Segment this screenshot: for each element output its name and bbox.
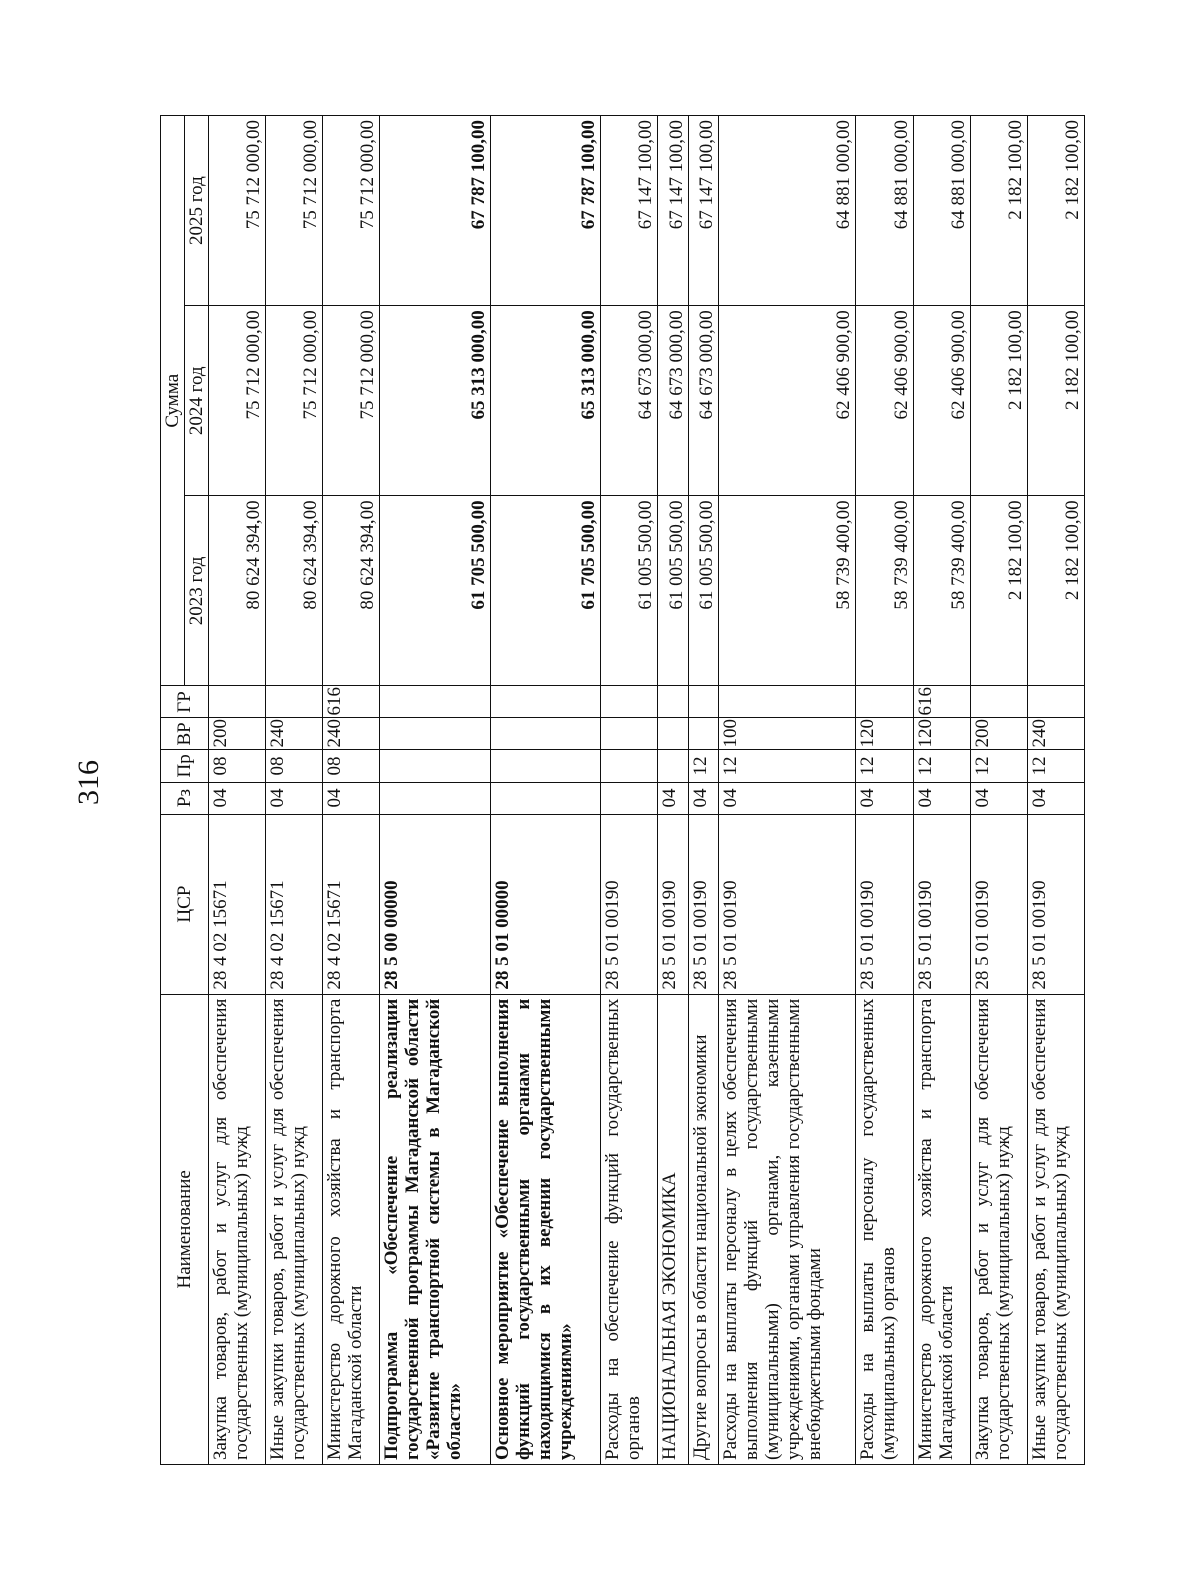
- table-row: [970, 116, 1027, 1465]
- row-gr: [970, 686, 1027, 718]
- row-vr: 240: [323, 718, 380, 750]
- row-name: Расходы на обеспечение функций государственных органов: [601, 994, 658, 1464]
- row-name: Подпрограмма «Обеспечение реализации государственной программы Магаданской области «Развитие транспортной системы в Магаданской области»: [380, 994, 490, 1464]
- row-rz: [490, 782, 600, 814]
- row-sum-2023: 61 005 500,00: [601, 496, 658, 686]
- table-row: [490, 116, 600, 1465]
- header-sum: Сумма: [161, 116, 185, 686]
- row-pr: 08: [266, 750, 323, 782]
- row-vr: 200: [970, 718, 1027, 750]
- row-name: Расходы на выплаты персоналу в целях обеспечения выполнения функций государственными (муниципальными) органами, казенными учреждениями, органами управления государственными внебюджетными фондами: [719, 994, 856, 1464]
- row-name: Министерство дорожного хозяйства и транспорта Магаданской области: [323, 994, 380, 1464]
- row-vr: [490, 718, 600, 750]
- row-sum-2024: 64 673 000,00: [658, 306, 688, 496]
- row-name: Министерство дорожного хозяйства и транспорта Магаданской области: [913, 994, 970, 1464]
- row-sum-2025: 2 182 100,00: [1027, 116, 1084, 306]
- header-rz: Рз: [161, 782, 209, 814]
- row-csr: 28 5 01 00190: [856, 814, 913, 994]
- row-sum-2023: 2 182 100,00: [970, 496, 1027, 686]
- table-row: [913, 116, 970, 1465]
- row-sum-2023: 61 705 500,00: [380, 496, 490, 686]
- header-2025: 2025 год: [185, 116, 209, 306]
- row-gr: [601, 686, 658, 718]
- row-pr: [380, 750, 490, 782]
- header-name: Наименование: [161, 994, 209, 1464]
- table-row: [719, 116, 856, 1465]
- row-csr: 28 5 00 00000: [380, 814, 490, 994]
- row-sum-2024: 75 712 000,00: [266, 306, 323, 496]
- row-rz: 04: [323, 782, 380, 814]
- row-pr: 12: [688, 750, 718, 782]
- row-rz: 04: [658, 782, 688, 814]
- row-pr: 12: [1027, 750, 1084, 782]
- row-sum-2024: 2 182 100,00: [1027, 306, 1084, 496]
- table-row: [1027, 116, 1084, 1465]
- row-sum-2024: 62 406 900,00: [719, 306, 856, 496]
- row-sum-2023: 2 182 100,00: [1027, 496, 1084, 686]
- row-gr: [1027, 686, 1084, 718]
- row-sum-2025: 64 881 000,00: [913, 116, 970, 306]
- row-name: Закупка товаров, работ и услуг для обеспечения государственных (муниципальных) нужд: [209, 994, 266, 1464]
- row-rz: 04: [913, 782, 970, 814]
- row-csr: 28 5 01 00190: [601, 814, 658, 994]
- row-name: НАЦИОНАЛЬНАЯ ЭКОНОМИКА: [658, 994, 688, 1464]
- row-sum-2025: 67 787 100,00: [380, 116, 490, 306]
- row-rz: 04: [209, 782, 266, 814]
- row-rz: 04: [266, 782, 323, 814]
- row-vr: 120: [856, 718, 913, 750]
- row-rz: 04: [688, 782, 718, 814]
- header-2024: 2024 год: [185, 306, 209, 496]
- row-csr: 28 5 01 00190: [1027, 814, 1084, 994]
- row-pr: [658, 750, 688, 782]
- row-sum-2023: 58 739 400,00: [719, 496, 856, 686]
- row-sum-2024: 62 406 900,00: [913, 306, 970, 496]
- row-gr: [658, 686, 688, 718]
- row-rz: 04: [1027, 782, 1084, 814]
- row-gr: 616: [323, 686, 380, 718]
- row-csr: 28 5 01 00000: [490, 814, 600, 994]
- row-pr: 08: [209, 750, 266, 782]
- row-name: Иные закупки товаров, работ и услуг для обеспечения государственных (муниципальных) нужд: [266, 994, 323, 1464]
- row-rz: 04: [970, 782, 1027, 814]
- row-csr: 28 4 02 15671: [209, 814, 266, 994]
- row-rz: 04: [719, 782, 856, 814]
- row-name: Закупка товаров, работ и услуг для обеспечения государственных (муниципальных) нужд: [970, 994, 1027, 1464]
- row-sum-2023: 80 624 394,00: [266, 496, 323, 686]
- row-gr: [209, 686, 266, 718]
- row-vr: [688, 718, 718, 750]
- table-header: [161, 116, 209, 1465]
- row-sum-2023: 80 624 394,00: [209, 496, 266, 686]
- row-sum-2024: 75 712 000,00: [323, 306, 380, 496]
- header-2023: 2023 год: [185, 496, 209, 686]
- row-sum-2023: 58 739 400,00: [856, 496, 913, 686]
- row-sum-2025: 67 787 100,00: [490, 116, 600, 306]
- row-csr: 28 5 01 00190: [719, 814, 856, 994]
- table-row: [266, 116, 323, 1465]
- row-pr: 12: [856, 750, 913, 782]
- row-sum-2024: 62 406 900,00: [856, 306, 913, 496]
- row-csr: 28 5 01 00190: [913, 814, 970, 994]
- row-gr: [856, 686, 913, 718]
- row-pr: 12: [719, 750, 856, 782]
- row-gr: [719, 686, 856, 718]
- table-row: [601, 116, 658, 1465]
- header-csr: ЦСР: [161, 814, 209, 994]
- row-sum-2024: 64 673 000,00: [688, 306, 718, 496]
- header-gr: ГР: [161, 686, 209, 718]
- row-gr: [266, 686, 323, 718]
- row-gr: [380, 686, 490, 718]
- row-name: Иные закупки товаров, работ и услуг для обеспечения государственных (муниципальных) нужд: [1027, 994, 1084, 1464]
- row-sum-2025: 75 712 000,00: [266, 116, 323, 306]
- row-sum-2024: 65 313 000,00: [490, 306, 600, 496]
- row-vr: [601, 718, 658, 750]
- row-csr: 28 5 01 00190: [688, 814, 718, 994]
- row-sum-2023: 58 739 400,00: [913, 496, 970, 686]
- row-name: Основное мероприятие «Обеспечение выполнения функций государственными органами и находящимися в их ведении государственными учреждениями»: [490, 994, 600, 1464]
- row-gr: [688, 686, 718, 718]
- header-pr: Пр: [161, 750, 209, 782]
- table-row: [323, 116, 380, 1465]
- row-csr: 28 5 01 00190: [970, 814, 1027, 994]
- row-sum-2025: 64 881 000,00: [856, 116, 913, 306]
- row-sum-2025: 75 712 000,00: [209, 116, 266, 306]
- table-row: [209, 116, 266, 1465]
- row-csr: 28 5 01 00190: [658, 814, 688, 994]
- row-rz: [601, 782, 658, 814]
- table-body: [209, 116, 1085, 1465]
- table-row: [380, 116, 490, 1465]
- row-sum-2025: 64 881 000,00: [719, 116, 856, 306]
- row-sum-2023: 61 705 500,00: [490, 496, 600, 686]
- page-number: 316: [72, 760, 105, 805]
- row-vr: 240: [266, 718, 323, 750]
- budget-table: [160, 115, 1085, 1465]
- row-sum-2023: 80 624 394,00: [323, 496, 380, 686]
- row-sum-2024: 75 712 000,00: [209, 306, 266, 496]
- row-sum-2024: 65 313 000,00: [380, 306, 490, 496]
- row-vr: [658, 718, 688, 750]
- row-sum-2025: 67 147 100,00: [658, 116, 688, 306]
- row-rz: [380, 782, 490, 814]
- row-pr: 12: [913, 750, 970, 782]
- row-sum-2025: 67 147 100,00: [601, 116, 658, 306]
- table-row: [856, 116, 913, 1465]
- row-pr: 12: [970, 750, 1027, 782]
- row-rz: 04: [856, 782, 913, 814]
- row-pr: [490, 750, 600, 782]
- table-row: [658, 116, 688, 1465]
- row-sum-2024: 64 673 000,00: [601, 306, 658, 496]
- row-sum-2024: 2 182 100,00: [970, 306, 1027, 496]
- row-name: Другие вопросы в области национальной экономики: [688, 994, 718, 1464]
- row-vr: 240: [1027, 718, 1084, 750]
- row-sum-2025: 67 147 100,00: [688, 116, 718, 306]
- row-vr: 100: [719, 718, 856, 750]
- row-pr: 08: [323, 750, 380, 782]
- row-vr: 200: [209, 718, 266, 750]
- row-gr: 616: [913, 686, 970, 718]
- row-csr: 28 4 02 15671: [266, 814, 323, 994]
- row-gr: [490, 686, 600, 718]
- table-row: [688, 116, 718, 1465]
- row-vr: 120: [913, 718, 970, 750]
- row-sum-2023: 61 005 500,00: [688, 496, 718, 686]
- row-sum-2025: 75 712 000,00: [323, 116, 380, 306]
- row-sum-2023: 61 005 500,00: [658, 496, 688, 686]
- row-csr: 28 4 02 15671: [323, 814, 380, 994]
- row-pr: [601, 750, 658, 782]
- row-vr: [380, 718, 490, 750]
- rotated-table-container: [160, 115, 1085, 1465]
- header-vr: ВР: [161, 718, 209, 750]
- row-name: Расходы на выплаты персоналу государственных (муниципальных) органов: [856, 994, 913, 1464]
- row-sum-2025: 2 182 100,00: [970, 116, 1027, 306]
